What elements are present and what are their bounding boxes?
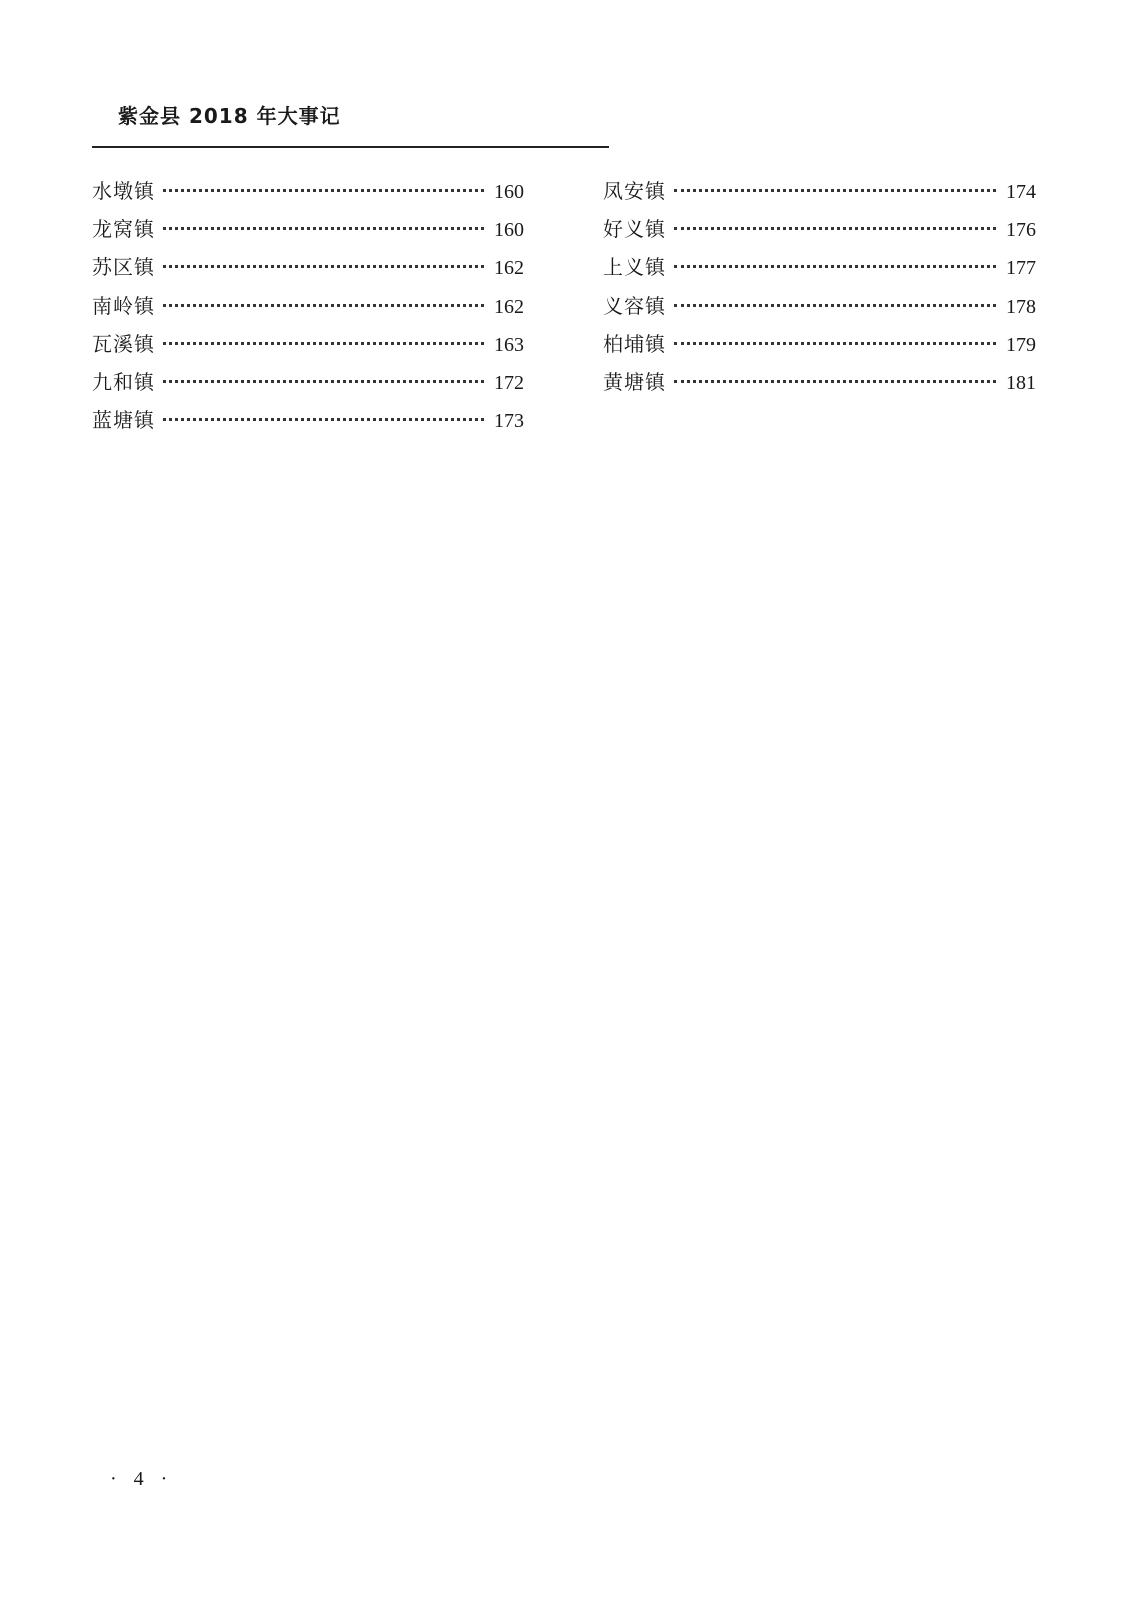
toc-entry[interactable] [92, 366, 524, 404]
toc-entry-name: 九和镇 [92, 369, 155, 394]
toc-entry-page: 160 [494, 219, 524, 242]
toc-entry-name: 柏埔镇 [603, 331, 666, 356]
dot-leader [674, 342, 996, 345]
toc-entry-name: 义容镇 [603, 293, 666, 318]
toc-column-right [603, 175, 1036, 404]
toc-entry-name: 瓦溪镇 [92, 331, 155, 356]
dot-leader [674, 189, 996, 192]
toc-entry-name: 苏区镇 [92, 255, 155, 280]
toc-entry-name: 凤安镇 [603, 179, 666, 203]
toc-entry[interactable] [603, 213, 1036, 251]
toc-entry[interactable] [92, 175, 524, 213]
toc-entry[interactable] [92, 328, 524, 366]
toc-entry-page: 160 [494, 181, 524, 203]
toc-entry-page: 163 [494, 333, 524, 356]
dot-leader [163, 265, 484, 268]
toc-entry-page: 162 [494, 257, 524, 280]
toc-entry[interactable] [603, 328, 1036, 366]
dot-leader [674, 227, 996, 230]
toc-entry-name: 龙窝镇 [92, 217, 155, 242]
page-number: · 4 · [110, 1468, 174, 1490]
toc-entry-name: 上义镇 [603, 255, 666, 280]
toc-entry-name: 南岭镇 [92, 293, 155, 318]
toc-entry-page: 173 [494, 410, 524, 433]
toc-entry[interactable] [92, 251, 524, 289]
dot-leader [163, 418, 484, 421]
toc-entry[interactable] [92, 290, 524, 328]
running-header-title: 紫金县 2018 年大事记 [118, 104, 341, 128]
dot-leader [674, 380, 996, 383]
toc-entry[interactable] [603, 251, 1036, 289]
dot-leader [163, 227, 484, 230]
dot-leader [163, 380, 484, 383]
toc-entry-name: 蓝塘镇 [92, 408, 155, 433]
dot-leader [163, 304, 484, 307]
toc-entry[interactable] [603, 175, 1036, 213]
dot-leader [674, 265, 996, 268]
toc-entry[interactable] [92, 213, 524, 251]
toc-entry[interactable] [603, 366, 1036, 404]
toc-entry-page: 174 [1006, 181, 1036, 203]
toc-entry[interactable] [603, 290, 1036, 328]
toc-entry-page: 181 [1006, 371, 1036, 394]
toc-entry-page: 176 [1006, 219, 1036, 242]
toc-entry-page: 179 [1006, 333, 1036, 356]
toc-entry-name: 水墩镇 [92, 179, 155, 203]
toc-entry-name: 好义镇 [603, 217, 666, 242]
toc-entry-page: 162 [494, 295, 524, 318]
header-rule [92, 146, 609, 148]
dot-leader [674, 304, 996, 307]
toc-entry-page: 178 [1006, 295, 1036, 318]
toc-entry-page: 177 [1006, 257, 1036, 280]
toc-entry[interactable] [92, 404, 524, 442]
dot-leader [163, 342, 484, 345]
toc-column-left [92, 175, 524, 442]
toc-entry-name: 黄塘镇 [603, 369, 666, 394]
toc-entry-page: 172 [494, 371, 524, 394]
dot-leader [163, 189, 484, 192]
